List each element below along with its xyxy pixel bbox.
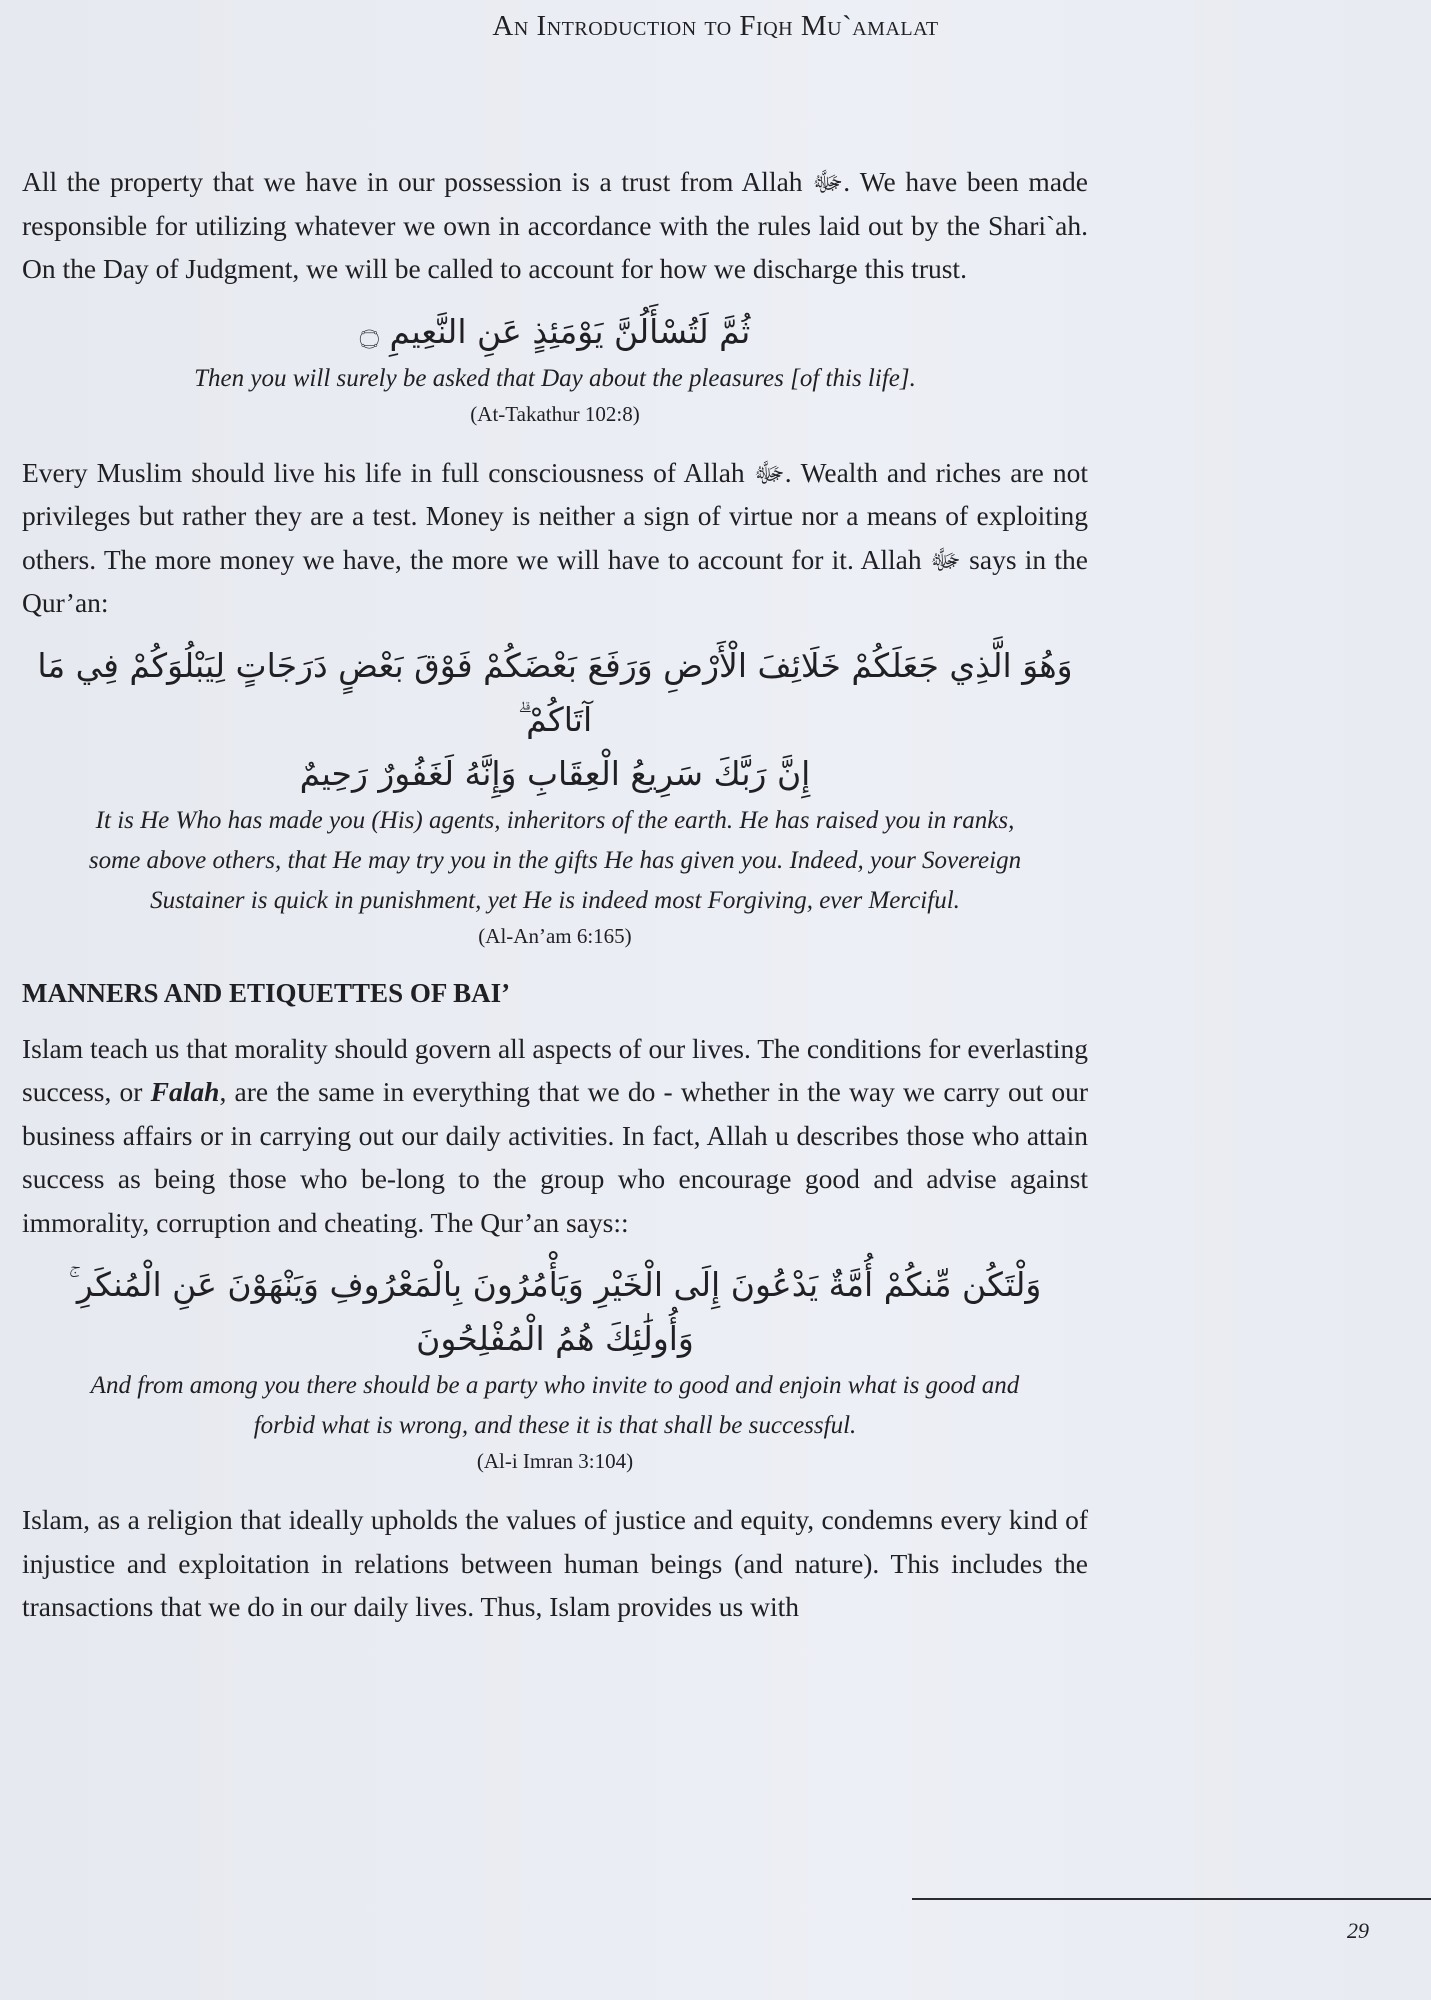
verse-translation-line: some above others, that He may try you in the gifts He has given you. Indeed, your Sovereign bbox=[88, 846, 1022, 874]
paragraph-justice: Islam, as a religion that ideally upholds the values of justice and equity, condemns every kind of injustice and exploitation in relations between human beings (and nature). This includes the transactions that we do in our daily lives. Thus, Islam provides us with bbox=[22, 1504, 1088, 1622]
verse-takathur bbox=[22, 305, 1088, 429]
verse-arabic-line: وَهُوَ الَّذِي جَعَلَكُمْ خَلَائِفَ الْأَرْضِ وَرَفَعَ بَعْضَكُمْ فَوْقَ بَعْضٍ دَرَجَاتٍ لِيَبْلُوَكُمْ فِي مَا آتَاكُمْ ۗ bbox=[37, 645, 1073, 739]
verse-translation-line: forbid what is wrong, and these it is that shall be successful. bbox=[253, 1412, 857, 1439]
page-content bbox=[22, 160, 1088, 1629]
paragraph-consciousness: Every Muslim should live his life in full consciousness of Allah ﷻ. Wealth and riches are not privileges but rather they are a test. Money is neither a sign of virtue nor a means of exploiting others. The more money we have, the more we will have to account for it. Allah ﷻ says in the Qur’an: bbox=[22, 456, 1088, 618]
verse-anam bbox=[22, 639, 1088, 951]
verse-arabic-line: وَأُولَٰئِكَ هُمُ الْمُفْلِحُونَ bbox=[416, 1319, 694, 1358]
verse-translation: Then you will surely be asked that Day about the pleasures [of this life]. bbox=[194, 364, 916, 392]
verse-translation-line: It is He Who has made you (His) agents, inheritors of the earth. He has raised you in ranks, bbox=[95, 806, 1015, 834]
falah-term: Falah bbox=[150, 1076, 220, 1107]
running-head: An Introduction to Fiqh Mu`amalat bbox=[492, 10, 939, 42]
paragraph-text: , are the same in everything that we do - whether in the way we carry out our business affairs or in carrying out our daily activities. In fact, Allah u describes those who attain success as being those who be-long to the group who encourage good and advise against immorality, corruption and cheating. The Qur’an says:: bbox=[22, 1076, 1088, 1238]
verse-translation-line: Sustainer is quick in punishment, yet He is indeed most Forgiving, ever Merciful. bbox=[150, 886, 960, 914]
verse-imran bbox=[22, 1258, 1088, 1476]
page-number: 29 bbox=[1347, 1918, 1369, 1943]
verse-arabic: ثُمَّ لَتُسْأَلُنَّ يَوْمَئِذٍ عَنِ النَّعِيمِ ۝ bbox=[359, 311, 751, 351]
paragraph-morality bbox=[22, 1027, 1088, 1245]
paragraph-trust: All the property that we have in our possession is a trust from Allah ﷻ. We have been made responsible for utilizing whatever we own in accordance with the rules laid out by the Shari`ah. On the Day of Judgment, we will be called to account for how we discharge this trust. bbox=[22, 166, 1088, 284]
verse-reference: (Al-An’am 6:165) bbox=[478, 923, 632, 948]
verse-arabic-line: إِنَّ رَبَّكَ سَرِيعُ الْعِقَابِ وَإِنَّهُ لَغَفُورٌ رَحِيمٌ bbox=[299, 753, 811, 793]
verse-reference: (At-Takathur 102:8) bbox=[470, 401, 640, 426]
section-heading: MANNERS AND ETIQUETTES OF BAI’ bbox=[22, 977, 511, 1008]
footer-rule bbox=[912, 1898, 1431, 1900]
verse-arabic-line: وَلْتَكُن مِّنكُمْ أُمَّةٌ يَدْعُونَ إِلَى الْخَيْرِ وَيَأْمُرُونَ بِالْمَعْرُوفِ وَيَنْهَوْنَ عَنِ الْمُنكَرِ ۚ bbox=[68, 1265, 1042, 1304]
verse-reference: (Al-i Imran 3:104) bbox=[476, 1449, 634, 1473]
paragraph-text: Islam teach us that morality should govern all aspects of our lives. The conditions for everlasting success, or bbox=[22, 1032, 1088, 1107]
verse-translation-line: And from among you there should be a party who invite to good and enjoin what is good and bbox=[90, 1372, 1020, 1399]
